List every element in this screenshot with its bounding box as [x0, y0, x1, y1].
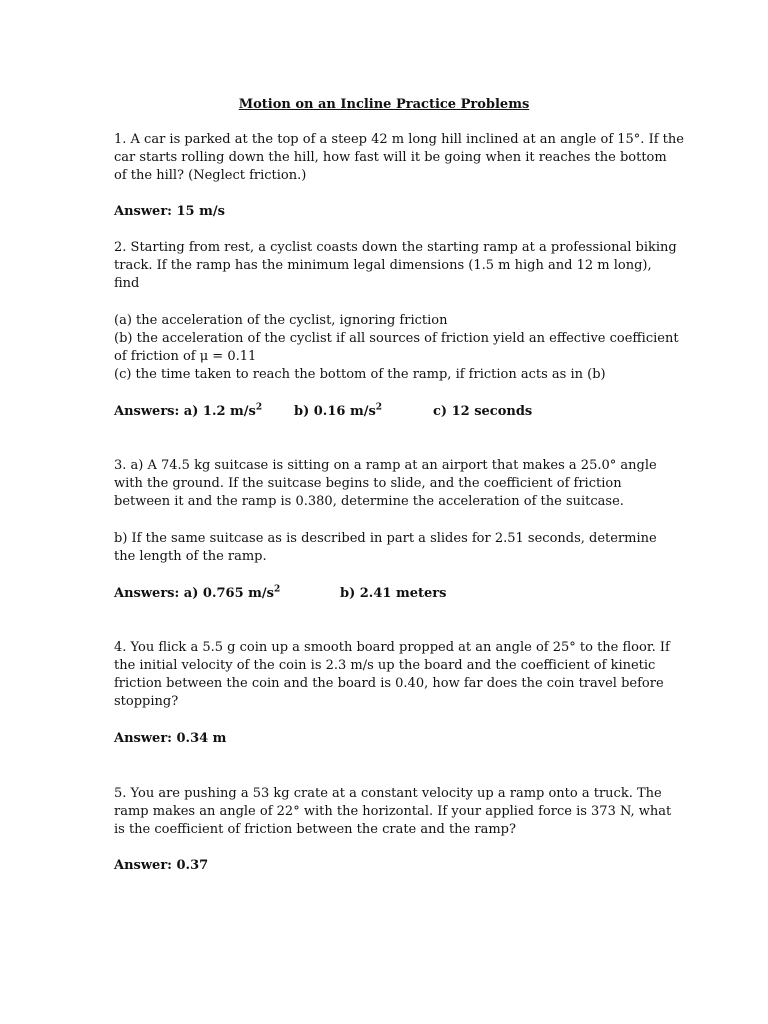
problem-3-line-2: with the ground. If the suitcase begins to slide, and the coefficient of friction — [114, 476, 622, 491]
problem-3-line-1: 3. a) A 74.5 kg suitcase is sitting on a ramp at an airport that makes a 25.0° angle — [114, 458, 657, 473]
problem-3-part-b-line-2: the length of the ramp. — [114, 549, 267, 564]
problem-4-text — [114, 639, 670, 711]
problem-2-line-1: 2. Starting from rest, a cyclist coasts down the starting ramp at a professional biking — [114, 240, 677, 255]
problem-4-line-3: friction between the coin and the board is 0.40, how far does the coin travel before — [114, 676, 664, 691]
problem-2-answer-a-text: Answers: a) 1.2 m/s — [114, 404, 256, 419]
problem-5-answer: Answer: 0.37 — [114, 858, 209, 873]
problem-2-line-3: find — [114, 276, 140, 291]
problem-5-line-1: 5. You are pushing a 53 kg crate at a constant velocity up a ramp onto a truck. The — [114, 786, 662, 801]
problem-2-subparts — [114, 312, 679, 384]
document-title: Motion on an Incline Practice Problems — [238, 97, 530, 112]
problem-2-sub-b-cont: of friction of μ = 0.11 — [114, 349, 257, 364]
problem-1-text — [114, 131, 684, 185]
problem-3-answer-a-exponent: 2 — [273, 584, 281, 595]
problem-1-answer: Answer: 15 m/s — [114, 204, 225, 219]
problem-4-answer: Answer: 0.34 m — [114, 731, 227, 746]
problem-2-sub-b: (b) the acceleration of the cyclist if all sources of friction yield an effective coefficient — [114, 331, 679, 346]
problem-3-answer-b: b) 2.41 meters — [340, 586, 447, 601]
problem-3-line-3: between it and the ramp is 0.380, determine the acceleration of the suitcase. — [114, 494, 624, 509]
problem-1-line-3: of the hill? (Neglect friction.) — [114, 168, 307, 183]
problem-1-line-1: 1. A car is parked at the top of a steep 42 m long hill inclined at an angle of 15°. If the — [114, 132, 684, 147]
problem-3-text — [114, 457, 659, 511]
problem-2-answer-b-exponent: 2 — [375, 402, 383, 413]
problem-2-answer-a-exponent: 2 — [255, 402, 263, 413]
problem-2-answer-a — [114, 403, 294, 421]
problem-2-answers — [114, 403, 659, 421]
problem-3-answer-a — [114, 585, 340, 603]
problem-3-part-b — [114, 530, 659, 566]
problem-4-line-4: stopping? — [114, 694, 179, 709]
problem-2-line-2: track. If the ramp has the minimum legal dimensions (1.5 m high and 12 m long), — [114, 258, 652, 273]
problem-1-line-2: car starts rolling down the hill, how fast will it be going when it reaches the bottom — [114, 150, 667, 165]
problem-5-line-2: ramp makes an angle of 22° with the horizontal. If your applied force is 373 N, what — [114, 804, 672, 819]
problem-3-part-b-line-1: b) If the same suitcase as is described in part a slides for 2.51 seconds, determine — [114, 531, 657, 546]
problem-2-answer-b — [294, 403, 433, 421]
problem-2-sub-a: (a) the acceleration of the cyclist, ignoring friction — [114, 313, 448, 328]
problem-5-text — [114, 785, 672, 839]
problem-3-answers — [114, 585, 659, 603]
problem-2-answer-c: c) 12 seconds — [433, 404, 533, 419]
problem-2-answer-b-text: b) 0.16 m/s — [294, 404, 376, 419]
problem-4-line-2: the initial velocity of the coin is 2.3 m/s up the board and the coefficient of kinetic — [114, 658, 656, 673]
problem-4-line-1: 4. You flick a 5.5 g coin up a smooth board propped at an angle of 25° to the floor. If — [114, 640, 670, 655]
problem-2-text — [114, 239, 677, 293]
problem-3-answer-a-text: Answers: a) 0.765 m/s — [114, 586, 274, 601]
problem-5-line-3: is the coefficient of friction between the crate and the ramp? — [114, 822, 516, 837]
problem-2-sub-c: (c) the time taken to reach the bottom of the ramp, if friction acts as in (b) — [114, 367, 606, 382]
